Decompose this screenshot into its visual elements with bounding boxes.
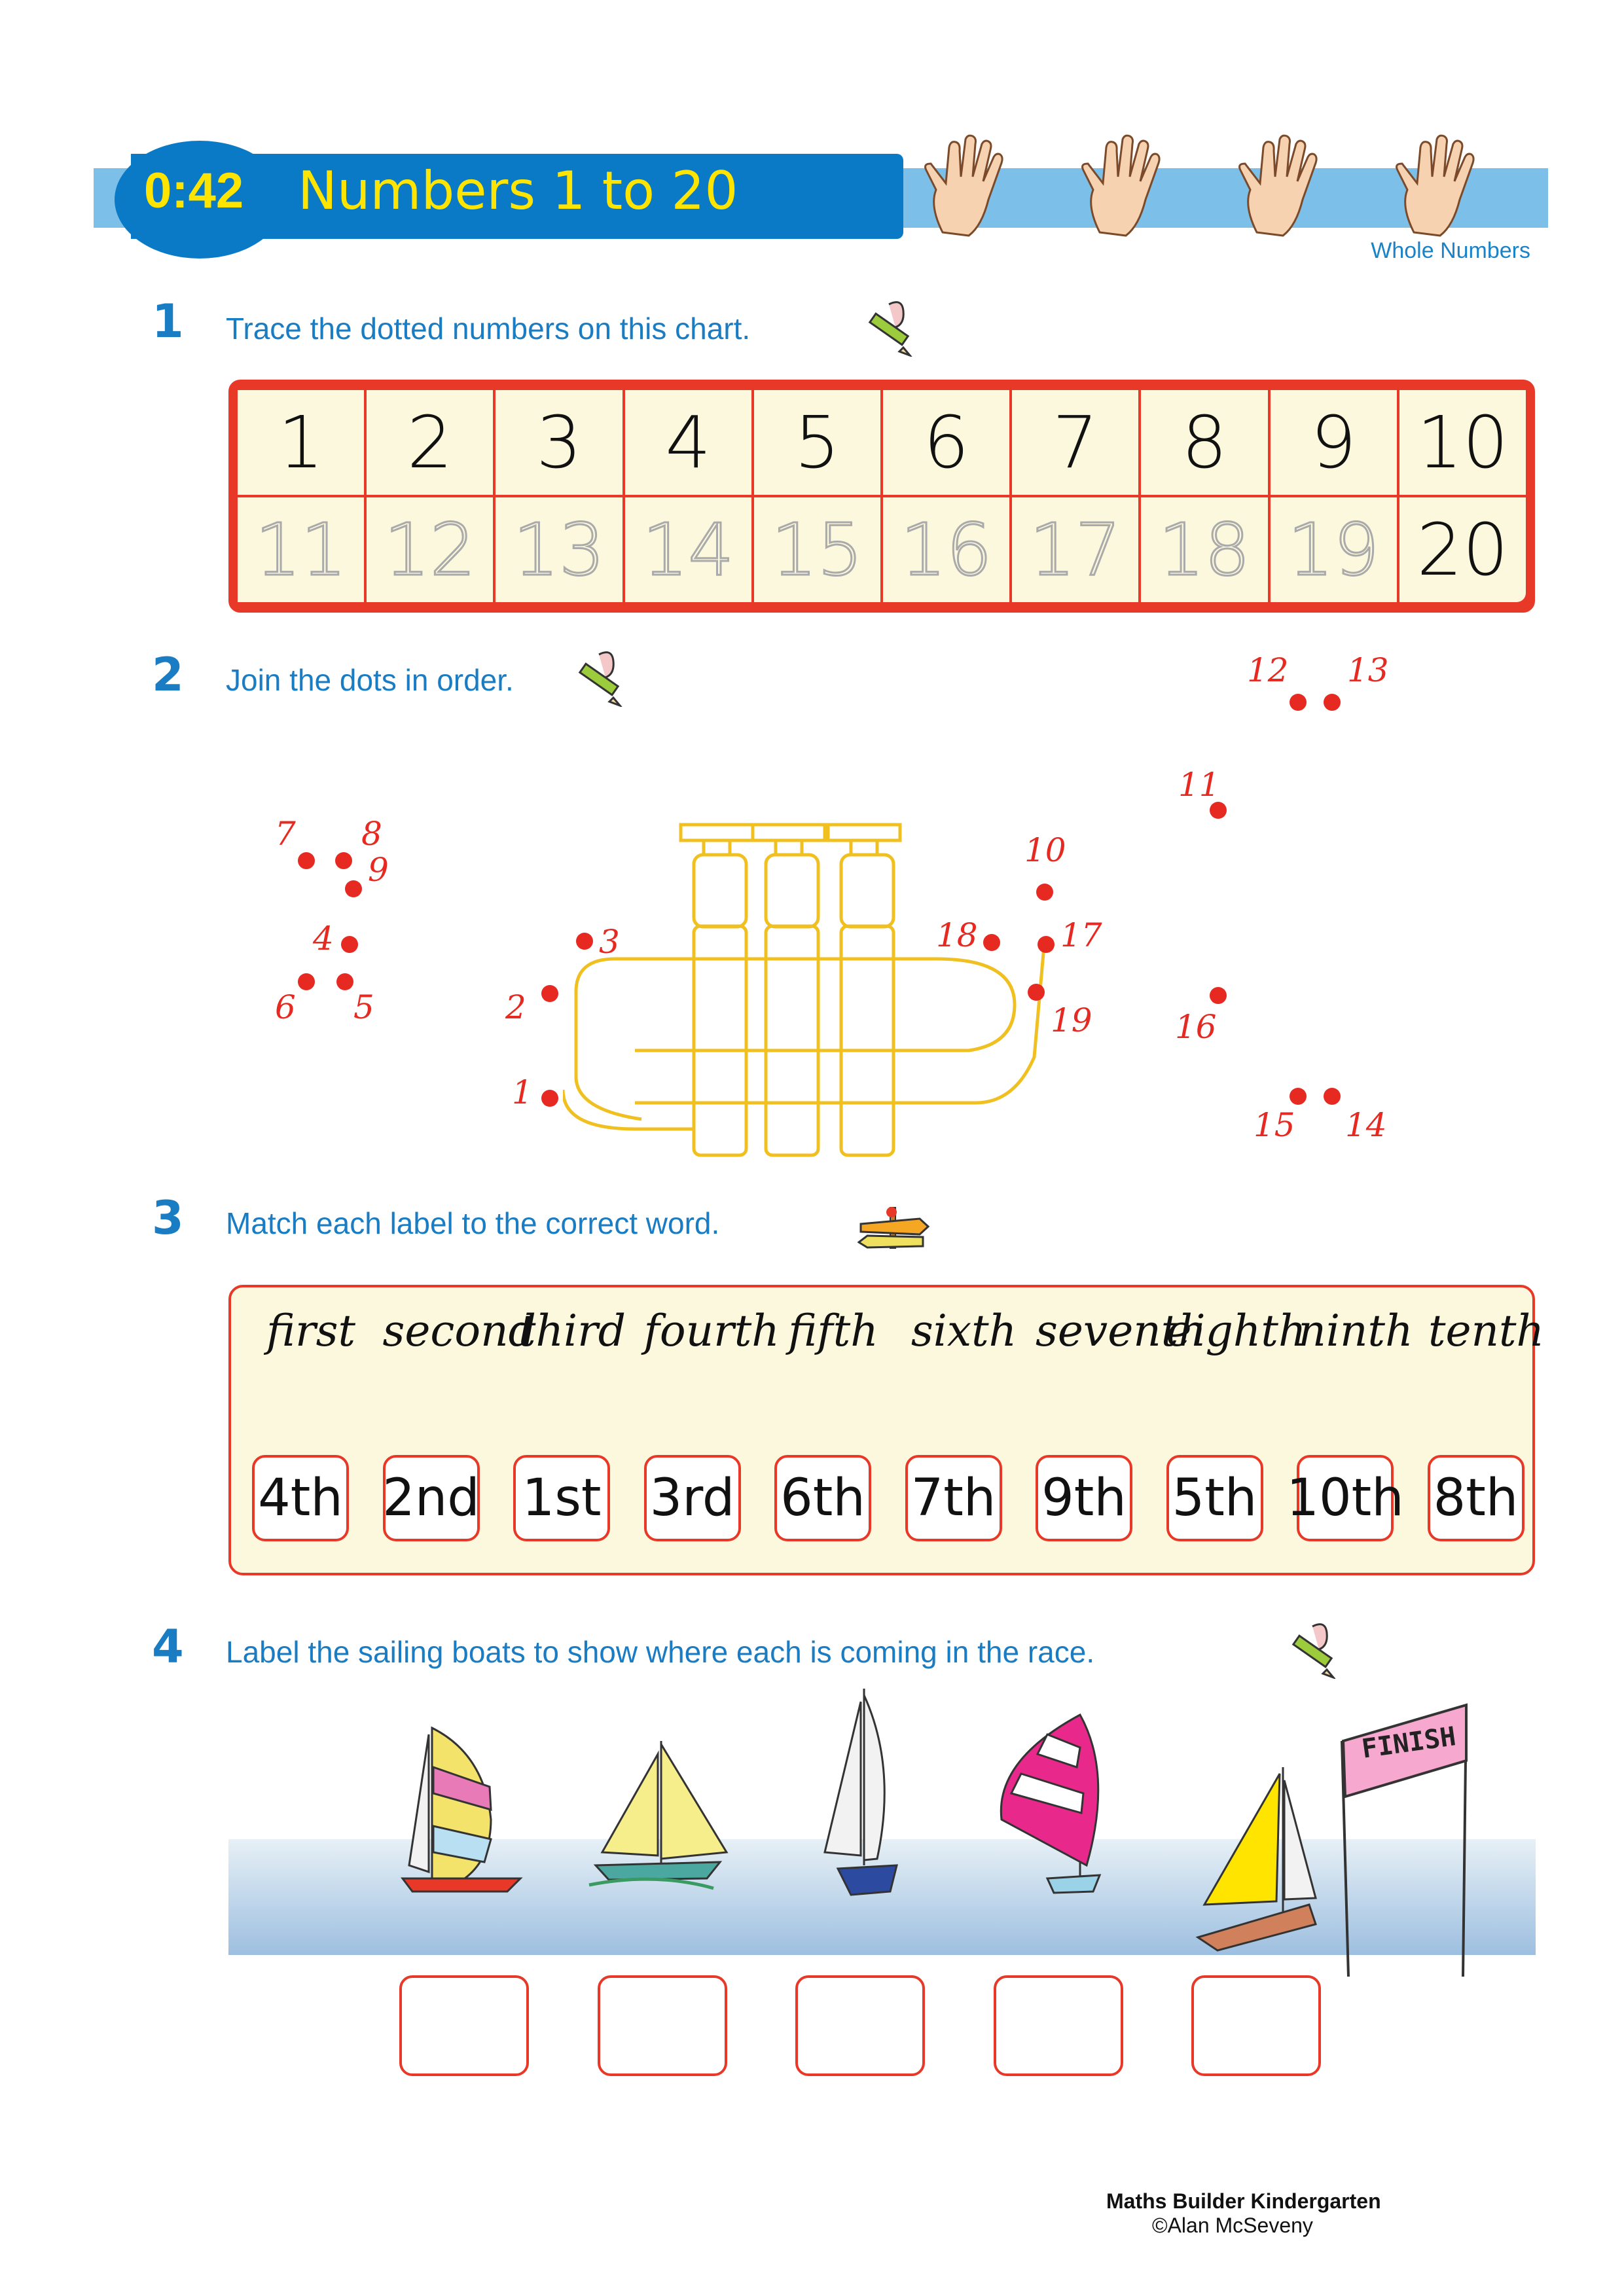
dot-8[interactable] xyxy=(335,852,352,869)
chart-cell: 4 xyxy=(625,390,751,495)
chart-cell: 9 xyxy=(1271,390,1397,495)
dot-18[interactable] xyxy=(983,934,1000,951)
dot-16[interactable] xyxy=(1210,987,1227,1004)
boat-4 xyxy=(1001,1715,1100,1893)
dot-13[interactable] xyxy=(1324,694,1341,711)
ordinal-label[interactable]: 8th xyxy=(1428,1455,1525,1541)
dot-5[interactable] xyxy=(336,973,353,990)
chart-cell: 1 xyxy=(238,390,364,495)
dot-15[interactable] xyxy=(1290,1088,1307,1105)
signpost-icon xyxy=(857,1204,929,1250)
dot-label-15: 15 xyxy=(1254,1106,1295,1144)
ordinal-word: sixth xyxy=(911,1306,1017,1356)
dot-label-5: 5 xyxy=(353,988,374,1026)
ordinal-label[interactable]: 10th xyxy=(1297,1455,1394,1541)
chart-cell: 8 xyxy=(1141,390,1267,495)
four-open-hands-icon xyxy=(910,134,1538,239)
dot-6[interactable] xyxy=(298,973,315,990)
dot-label-16: 16 xyxy=(1175,1008,1217,1046)
chart-cell: 20 xyxy=(1399,497,1526,602)
footer-book-title: Maths Builder Kindergarten xyxy=(1106,2189,1381,2213)
chart-cell-tracing[interactable]: 15 xyxy=(754,497,880,602)
dot-label-4: 4 xyxy=(313,920,334,958)
chart-cell-tracing[interactable]: 18 xyxy=(1141,497,1267,602)
dot-label-9: 9 xyxy=(368,851,389,889)
boat-2 xyxy=(589,1741,727,1888)
dot-10[interactable] xyxy=(1036,884,1053,901)
ordinal-label[interactable]: 3rd xyxy=(644,1455,741,1541)
chart-cell: 6 xyxy=(883,390,1009,495)
chart-cell-tracing[interactable]: 16 xyxy=(883,497,1009,602)
ordinal-word: tenth xyxy=(1428,1306,1545,1356)
ordinal-word: fifth xyxy=(788,1306,878,1356)
question-number-1: 1 xyxy=(152,295,184,348)
ordinal-word: third xyxy=(518,1306,626,1356)
question-number-3: 3 xyxy=(152,1191,184,1245)
ordinal-label[interactable]: 1st xyxy=(513,1455,610,1541)
question-number-2: 2 xyxy=(152,648,184,702)
dot-3[interactable] xyxy=(576,933,593,950)
dot-label-6: 6 xyxy=(275,988,296,1026)
ordinal-word: fourth xyxy=(643,1306,780,1356)
boat-1 xyxy=(403,1728,520,1892)
chart-cell-tracing[interactable]: 12 xyxy=(367,497,493,602)
dot-4[interactable] xyxy=(341,936,358,953)
footer-author: ©Alan McSeveny xyxy=(1152,2214,1313,2237)
finish-text: FINISH xyxy=(1360,1721,1458,1765)
dot-label-19: 19 xyxy=(1051,1001,1092,1039)
trumpet-outline xyxy=(563,821,1060,1162)
dot-label-18: 18 xyxy=(936,916,978,954)
answer-box-4[interactable] xyxy=(994,1975,1123,2076)
chart-cell-tracing[interactable]: 14 xyxy=(625,497,751,602)
ordinal-word: eighth xyxy=(1166,1306,1307,1356)
ordinal-label[interactable]: 6th xyxy=(774,1455,871,1541)
pencil-worm-icon xyxy=(863,298,915,357)
chart-cell: 7 xyxy=(1012,390,1138,495)
ordinal-label[interactable]: 9th xyxy=(1036,1455,1132,1541)
chart-cell: 3 xyxy=(496,390,622,495)
ordinal-word: seventh xyxy=(1036,1306,1206,1356)
dot-19[interactable] xyxy=(1028,984,1045,1001)
question-text-4: Label the sailing boats to show where each is coming in the race. xyxy=(226,1635,1095,1669)
page-title: Numbers 1 to 20 xyxy=(298,160,738,221)
question-text-3: Match each label to the correct word. xyxy=(226,1206,720,1240)
chart-cell: 2 xyxy=(367,390,493,495)
dot-label-14: 14 xyxy=(1345,1106,1387,1144)
chart-cell: 5 xyxy=(754,390,880,495)
dot-label-1: 1 xyxy=(512,1073,533,1111)
ordinal-word: ninth xyxy=(1298,1306,1413,1356)
dot-1[interactable] xyxy=(541,1090,558,1107)
number-chart xyxy=(228,380,1535,613)
answer-box-1[interactable] xyxy=(399,1975,529,2076)
boat-3 xyxy=(825,1689,897,1895)
dot-label-11: 11 xyxy=(1178,766,1220,804)
dot-label-3: 3 xyxy=(599,923,620,961)
question-text-1: Trace the dotted numbers on this chart. xyxy=(226,312,751,346)
dot-label-2: 2 xyxy=(505,988,526,1026)
chart-cell-tracing[interactable]: 11 xyxy=(238,497,364,602)
answer-box-3[interactable] xyxy=(795,1975,925,2076)
dot-9[interactable] xyxy=(345,880,362,897)
sailing-boats-illustration xyxy=(393,1689,1506,1990)
strand-label: Whole Numbers xyxy=(1371,238,1530,263)
chart-cell-tracing[interactable]: 13 xyxy=(496,497,622,602)
question-number-4: 4 xyxy=(152,1620,184,1674)
dot-label-13: 13 xyxy=(1347,651,1389,689)
dot-label-17: 17 xyxy=(1060,916,1102,954)
dot-label-12: 12 xyxy=(1247,651,1289,689)
dot-2[interactable] xyxy=(541,985,558,1002)
boat-5 xyxy=(1198,1767,1316,1950)
answer-box-5[interactable] xyxy=(1191,1975,1321,2076)
pencil-worm-icon xyxy=(1286,1620,1339,1679)
ordinal-label[interactable]: 2nd xyxy=(383,1455,480,1541)
ordinal-label[interactable]: 4th xyxy=(252,1455,349,1541)
dot-17[interactable] xyxy=(1038,936,1055,953)
lesson-code: 0:42 xyxy=(144,163,244,219)
pencil-worm-icon xyxy=(573,648,625,707)
ordinal-word: first xyxy=(266,1306,355,1356)
dot-label-10: 10 xyxy=(1024,831,1066,869)
dot-label-7: 7 xyxy=(275,815,296,853)
chart-cell: 10 xyxy=(1399,390,1526,495)
dot-14[interactable] xyxy=(1324,1088,1341,1105)
ordinal-word: second xyxy=(382,1306,536,1356)
ordinal-label[interactable]: 7th xyxy=(905,1455,1002,1541)
question-text-2: Join the dots in order. xyxy=(226,663,514,697)
dot-label-8: 8 xyxy=(361,815,382,853)
answer-box-2[interactable] xyxy=(598,1975,727,2076)
chart-cell-tracing[interactable]: 17 xyxy=(1012,497,1138,602)
dot-12[interactable] xyxy=(1290,694,1307,711)
chart-cell-tracing[interactable]: 19 xyxy=(1271,497,1397,602)
dot-7[interactable] xyxy=(298,852,315,869)
dot-11[interactable] xyxy=(1210,802,1227,819)
ordinal-label[interactable]: 5th xyxy=(1166,1455,1263,1541)
